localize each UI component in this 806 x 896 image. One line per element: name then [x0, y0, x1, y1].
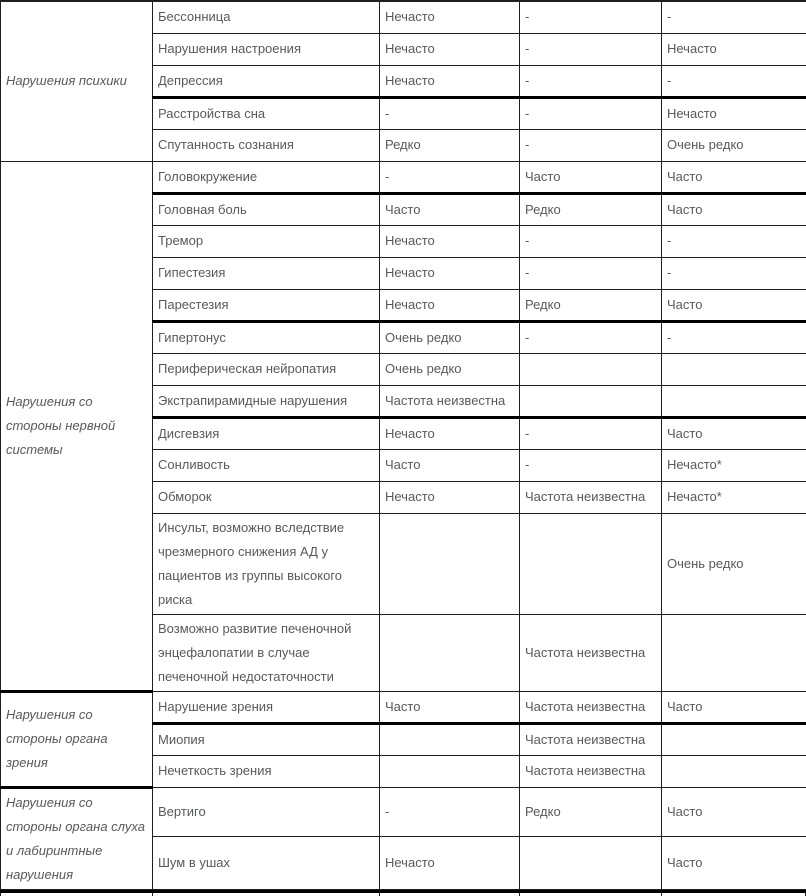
frequency-cell: Часто	[380, 449, 520, 481]
frequency-cell: Часто	[520, 161, 662, 193]
frequency-cell: -	[662, 257, 806, 289]
frequency-cell: -	[520, 97, 662, 129]
frequency-cell	[380, 755, 520, 787]
frequency-cell: Часто	[662, 417, 806, 449]
frequency-cell: -	[520, 321, 662, 353]
symptom-cell: Нечеткость зрения	[153, 755, 380, 787]
frequency-cell	[380, 513, 520, 614]
group-label: Нарушения со стороны нервной системы	[1, 161, 153, 691]
frequency-cell: Нечасто	[380, 65, 520, 97]
symptom-cell: Тремор	[153, 225, 380, 257]
frequency-cell: Частота неизвестна	[520, 691, 662, 723]
group-label: Нарушения со стороны органа зрения	[1, 691, 153, 787]
group-label: Нарушения психики	[1, 1, 153, 161]
frequency-cell	[662, 723, 806, 755]
frequency-cell: -	[520, 65, 662, 97]
frequency-cell: Частота неизвестна	[520, 614, 662, 691]
frequency-cell: Нечасто	[380, 836, 520, 889]
frequency-cell	[662, 755, 806, 787]
frequency-cell: -	[662, 321, 806, 353]
frequency-cell: Нечасто	[380, 225, 520, 257]
frequency-cell: -	[380, 97, 520, 129]
symptom-cell: Экстрапирамидные нарушения	[153, 385, 380, 417]
partial-cell	[0, 893, 152, 896]
frequency-cell: Редко	[520, 787, 662, 836]
frequency-cell: Часто	[662, 787, 806, 836]
frequency-cell: Часто	[662, 289, 806, 321]
frequency-cell: Часто	[662, 836, 806, 889]
frequency-cell	[520, 513, 662, 614]
frequency-cell: Часто	[662, 691, 806, 723]
symptom-cell: Инсульт, возможно вследствие чрезмерного снижения АД у пациентов из группы высокого риска	[153, 513, 380, 614]
frequency-cell: Часто	[380, 193, 520, 225]
table-row	[1, 161, 806, 193]
frequency-cell: -	[520, 225, 662, 257]
symptom-cell: Парестезия	[153, 289, 380, 321]
symptom-cell: Обморок	[153, 481, 380, 513]
table-row	[1, 787, 806, 836]
frequency-cell: Очень редко	[380, 321, 520, 353]
frequency-cell: -	[662, 1, 806, 33]
frequency-cell: Очень редко	[662, 129, 806, 161]
symptom-cell: Бессонница	[153, 1, 380, 33]
partial-cell	[152, 893, 379, 896]
frequency-cell: Нечасто	[380, 1, 520, 33]
symptom-cell: Спутанность сознания	[153, 129, 380, 161]
symptom-cell: Вертиго	[153, 787, 380, 836]
frequency-cell: Часто	[662, 193, 806, 225]
frequency-cell	[520, 353, 662, 385]
frequency-cell: -	[662, 225, 806, 257]
frequency-cell: Нечасто*	[662, 449, 806, 481]
symptom-cell: Возможно развитие печеночной энцефалопатии в случае печеночной недостаточности	[153, 614, 380, 691]
frequency-cell: Нечасто	[662, 97, 806, 129]
frequency-cell: Нечасто	[380, 257, 520, 289]
frequency-cell: Редко	[520, 289, 662, 321]
symptom-cell: Дисгевзия	[153, 417, 380, 449]
symptom-cell: Головная боль	[153, 193, 380, 225]
frequency-cell: Нечасто*	[662, 481, 806, 513]
frequency-cell	[662, 385, 806, 417]
frequency-cell: Нечасто	[380, 481, 520, 513]
frequency-cell: Нечасто	[662, 33, 806, 65]
frequency-cell: -	[380, 787, 520, 836]
table-body	[1, 1, 806, 889]
partial-cell	[661, 893, 806, 896]
symptom-cell: Головокружение	[153, 161, 380, 193]
frequency-cell: -	[520, 449, 662, 481]
frequency-cell: Частота неизвестна	[520, 723, 662, 755]
frequency-cell: Частота неизвестна	[380, 385, 520, 417]
symptom-cell: Депрессия	[153, 65, 380, 97]
frequency-cell: -	[520, 1, 662, 33]
frequency-cell: -	[520, 33, 662, 65]
symptom-cell: Миопия	[153, 723, 380, 755]
symptom-cell: Расстройства сна	[153, 97, 380, 129]
frequency-cell: Часто	[380, 691, 520, 723]
frequency-cell: Редко	[380, 129, 520, 161]
frequency-cell: -	[662, 65, 806, 97]
frequency-cell	[662, 353, 806, 385]
symptom-cell: Шум в ушах	[153, 836, 380, 889]
frequency-cell: Часто	[662, 161, 806, 193]
frequency-cell: -	[520, 129, 662, 161]
frequency-cell: Нечасто	[380, 33, 520, 65]
table-row	[1, 1, 806, 33]
table-row	[1, 691, 806, 723]
frequency-cell: Нечасто	[380, 289, 520, 321]
partial-cell	[379, 893, 519, 896]
frequency-cell: Очень редко	[380, 353, 520, 385]
frequency-cell	[662, 614, 806, 691]
frequency-cell: Редко	[520, 193, 662, 225]
symptom-cell: Гипестезия	[153, 257, 380, 289]
frequency-cell: -	[520, 417, 662, 449]
frequency-cell: Частота неизвестна	[520, 755, 662, 787]
symptom-cell: Гипертонус	[153, 321, 380, 353]
symptom-cell: Периферическая нейропатия	[153, 353, 380, 385]
frequency-cell: Частота неизвестна	[520, 481, 662, 513]
symptom-cell: Нарушения настроения	[153, 33, 380, 65]
frequency-cell	[520, 836, 662, 889]
frequency-cell	[380, 723, 520, 755]
partial-next-row	[0, 890, 806, 896]
symptom-cell: Сонливость	[153, 449, 380, 481]
frequency-cell	[380, 614, 520, 691]
frequency-cell: Очень редко	[662, 513, 806, 614]
frequency-cell: -	[380, 161, 520, 193]
frequency-cell: -	[520, 257, 662, 289]
frequency-cell: Нечасто	[380, 417, 520, 449]
group-label: Нарушения со стороны органа слуха и лабиринтные нарушения	[1, 787, 153, 889]
frequency-cell	[520, 385, 662, 417]
partial-cell	[519, 893, 661, 896]
symptom-cell: Нарушение зрения	[153, 691, 380, 723]
